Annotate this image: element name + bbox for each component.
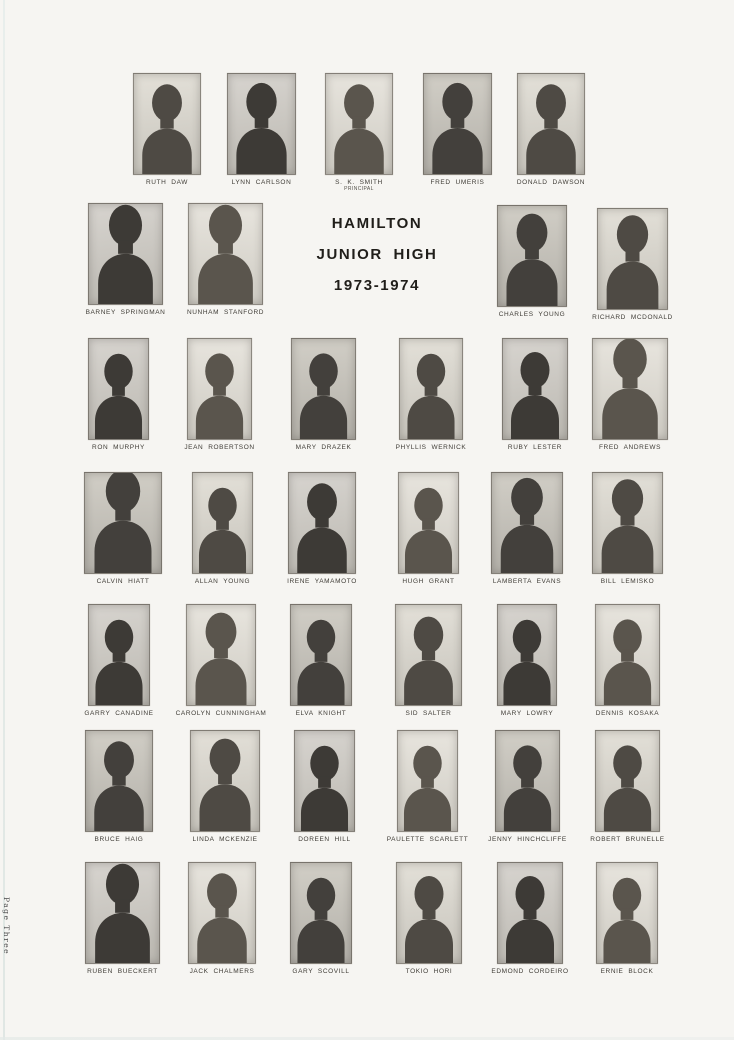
yearbook-title-line-2: JUNIOR HIGH [316, 246, 438, 263]
portrait-name: LAMBERTA EVANS [492, 578, 562, 585]
portrait-name: DONALD DAWSON [516, 179, 586, 186]
yearbook-title-line-3: 1973-1974 [333, 277, 421, 294]
portrait-cell [398, 472, 459, 585]
portrait-cell [184, 338, 255, 451]
portrait-photo [88, 604, 150, 706]
portrait-name: BRUCE HAIG [94, 836, 144, 843]
portrait-cell [386, 730, 469, 843]
portrait-cell [192, 472, 253, 585]
portrait-name: GARRY CANADINE [84, 710, 154, 717]
portrait-cell [592, 472, 663, 585]
portrait-photo [133, 73, 201, 175]
portrait-cell [85, 730, 153, 843]
portrait-photo [395, 604, 462, 706]
portrait-photo [592, 472, 663, 574]
portrait-name: TOKIO HORI [405, 968, 453, 975]
portrait-cell [85, 862, 160, 975]
portrait-cell [133, 73, 201, 186]
person-silhouette-icon [498, 206, 566, 306]
person-silhouette-icon [189, 204, 262, 304]
portrait-photo [399, 338, 463, 440]
portrait-name: FRED ANDREWS [598, 444, 662, 451]
portrait-cell [497, 604, 557, 717]
person-silhouette-icon [89, 605, 149, 705]
portrait-photo [497, 205, 567, 307]
person-silhouette-icon [188, 339, 251, 439]
person-silhouette-icon [295, 731, 354, 831]
portrait-name: RUTH DAW [145, 179, 189, 186]
person-silhouette-icon [86, 863, 159, 963]
person-silhouette-icon [289, 473, 355, 573]
portrait-cell [290, 862, 352, 975]
person-silhouette-icon [86, 731, 152, 831]
person-silhouette-icon [596, 605, 659, 705]
portrait-photo [596, 862, 658, 964]
portrait-photo [423, 73, 492, 175]
portrait-name: BARNEY SPRINGMAN [85, 309, 166, 316]
person-silhouette-icon [189, 863, 255, 963]
portrait-name: CHARLES YOUNG [498, 311, 566, 318]
portrait-photo [88, 203, 163, 305]
portrait-cell [85, 203, 166, 316]
portrait-photo [188, 862, 256, 964]
page-number-label: Page Three [2, 897, 11, 956]
portrait-cell [595, 604, 660, 717]
person-silhouette-icon [498, 605, 556, 705]
person-silhouette-icon [593, 473, 662, 573]
portrait-name: GARY SCOVILL [292, 968, 350, 975]
person-silhouette-icon [424, 74, 491, 174]
portrait-photo [294, 730, 355, 832]
person-silhouette-icon [191, 731, 259, 831]
portrait-name: ERNIE BLOCK [600, 968, 654, 975]
portrait-name: JEAN ROBERTSON [184, 444, 255, 451]
portrait-photo [592, 338, 668, 440]
portrait-name: ALLAN YOUNG [194, 578, 251, 585]
portrait-name: NUNHAM STANFORD [186, 309, 265, 316]
portrait-photo [597, 208, 668, 310]
person-silhouette-icon [503, 339, 567, 439]
portrait-cell [590, 730, 665, 843]
portrait-photo [187, 338, 252, 440]
portrait-cell [84, 604, 154, 717]
portrait-cell [491, 862, 569, 975]
portrait-name: DENNIS KOSAKA [595, 710, 660, 717]
person-silhouette-icon [399, 473, 458, 573]
portrait-photo [84, 472, 162, 574]
portrait-photo [227, 73, 296, 175]
person-silhouette-icon [292, 339, 355, 439]
person-silhouette-icon [400, 339, 462, 439]
portrait-photo [325, 73, 393, 175]
portrait-cell [491, 472, 563, 585]
person-silhouette-icon [598, 209, 667, 309]
portrait-cell [325, 73, 393, 192]
person-silhouette-icon [89, 204, 162, 304]
portrait-name: RICHARD MCDONALD [592, 314, 673, 321]
portrait-cell [596, 862, 658, 975]
person-silhouette-icon [228, 74, 295, 174]
portrait-photo [491, 472, 563, 574]
portrait-photo [517, 73, 585, 175]
person-silhouette-icon [187, 605, 255, 705]
portrait-name: JENNY HINCHCLIFFE [488, 836, 567, 843]
portrait-name: S. K. SMITH [335, 179, 383, 186]
portrait-name: CALVIN HIATT [96, 578, 150, 585]
person-silhouette-icon [597, 863, 657, 963]
portrait-name: PHYLLIS WERNICK [395, 444, 467, 451]
person-silhouette-icon [193, 473, 252, 573]
page-left-edge [3, 0, 5, 1040]
person-silhouette-icon [596, 731, 659, 831]
portrait-cell [502, 338, 568, 451]
portrait-photo [291, 338, 356, 440]
portrait-photo [398, 472, 459, 574]
person-silhouette-icon [134, 74, 200, 174]
portrait-photo [188, 203, 263, 305]
portrait-name: RUBEN BUECKERT [87, 968, 158, 975]
person-silhouette-icon [496, 731, 559, 831]
portrait-photo [595, 730, 660, 832]
portrait-name: MARY LOWRY [500, 710, 554, 717]
portrait-photo [192, 472, 253, 574]
portrait-cell [227, 73, 296, 186]
portrait-photo [88, 338, 149, 440]
portrait-cell [288, 472, 356, 585]
portrait-cell [497, 205, 567, 318]
portrait-name: LYNN CARLSON [231, 179, 292, 186]
portrait-name: PAULETTE SCARLETT [386, 836, 469, 843]
portrait-photo [288, 472, 356, 574]
person-silhouette-icon [498, 863, 562, 963]
yearbook-title [287, 216, 467, 309]
portrait-cell [396, 862, 462, 975]
portrait-cell [488, 730, 567, 843]
person-silhouette-icon [85, 473, 161, 573]
portrait-photo [502, 338, 568, 440]
portrait-cell [290, 604, 352, 717]
portrait-name: DOREEN HILL [298, 836, 351, 843]
person-silhouette-icon [291, 863, 351, 963]
person-silhouette-icon [398, 731, 457, 831]
person-silhouette-icon [291, 605, 351, 705]
portrait-cell [188, 203, 263, 316]
portrait-name: ELVA KNIGHT [295, 710, 347, 717]
portrait-name: LINDA MCKENZIE [192, 836, 258, 843]
portrait-name: CAROLYN CUNNINGHAM [175, 710, 267, 717]
person-silhouette-icon [518, 74, 584, 174]
portrait-name: HUGH GRANT [402, 578, 455, 585]
portrait-cell [517, 73, 585, 186]
portrait-photo [497, 862, 563, 964]
portrait-photo [85, 862, 160, 964]
portrait-name: ROBERT BRUNELLE [590, 836, 665, 843]
portrait-name: BILL LEMISKO [600, 578, 655, 585]
portrait-name: EDMOND CORDEIRO [491, 968, 569, 975]
person-silhouette-icon [492, 473, 562, 573]
portrait-role: PRINCIPAL [344, 186, 374, 192]
portrait-photo [85, 730, 153, 832]
portrait-photo [497, 604, 557, 706]
portrait-name: SID SALTER [405, 710, 452, 717]
portrait-cell [291, 338, 356, 451]
portrait-cell [88, 338, 149, 451]
portrait-photo [186, 604, 256, 706]
portrait-name: JACK CHALMERS [189, 968, 255, 975]
portrait-cell [188, 862, 256, 975]
portrait-cell [190, 730, 260, 843]
portrait-name: RON MURPHY [92, 444, 145, 451]
portrait-name: RUBY LESTER [507, 444, 563, 451]
person-silhouette-icon [397, 863, 461, 963]
person-silhouette-icon [89, 339, 148, 439]
person-silhouette-icon [593, 339, 667, 439]
portrait-cell [592, 338, 668, 451]
portrait-photo [396, 862, 462, 964]
portrait-cell [592, 208, 673, 321]
person-silhouette-icon [396, 605, 461, 705]
portrait-cell [175, 604, 267, 717]
portrait-cell [423, 73, 492, 186]
person-silhouette-icon [326, 74, 392, 174]
portrait-photo [397, 730, 458, 832]
portrait-name: IRENE YAMAMOTO [287, 578, 357, 585]
portrait-photo [495, 730, 560, 832]
yearbook-title-line-1: HAMILTON [331, 215, 423, 232]
portrait-cell [395, 604, 462, 717]
portrait-photo [290, 604, 352, 706]
portrait-name: MARY DRAZEK [295, 444, 352, 451]
portrait-photo [595, 604, 660, 706]
portrait-name: FRED UMERIS [430, 179, 485, 186]
portrait-cell [84, 472, 162, 585]
portrait-photo [290, 862, 352, 964]
portrait-cell [294, 730, 355, 843]
portrait-cell [395, 338, 467, 451]
portrait-photo [190, 730, 260, 832]
